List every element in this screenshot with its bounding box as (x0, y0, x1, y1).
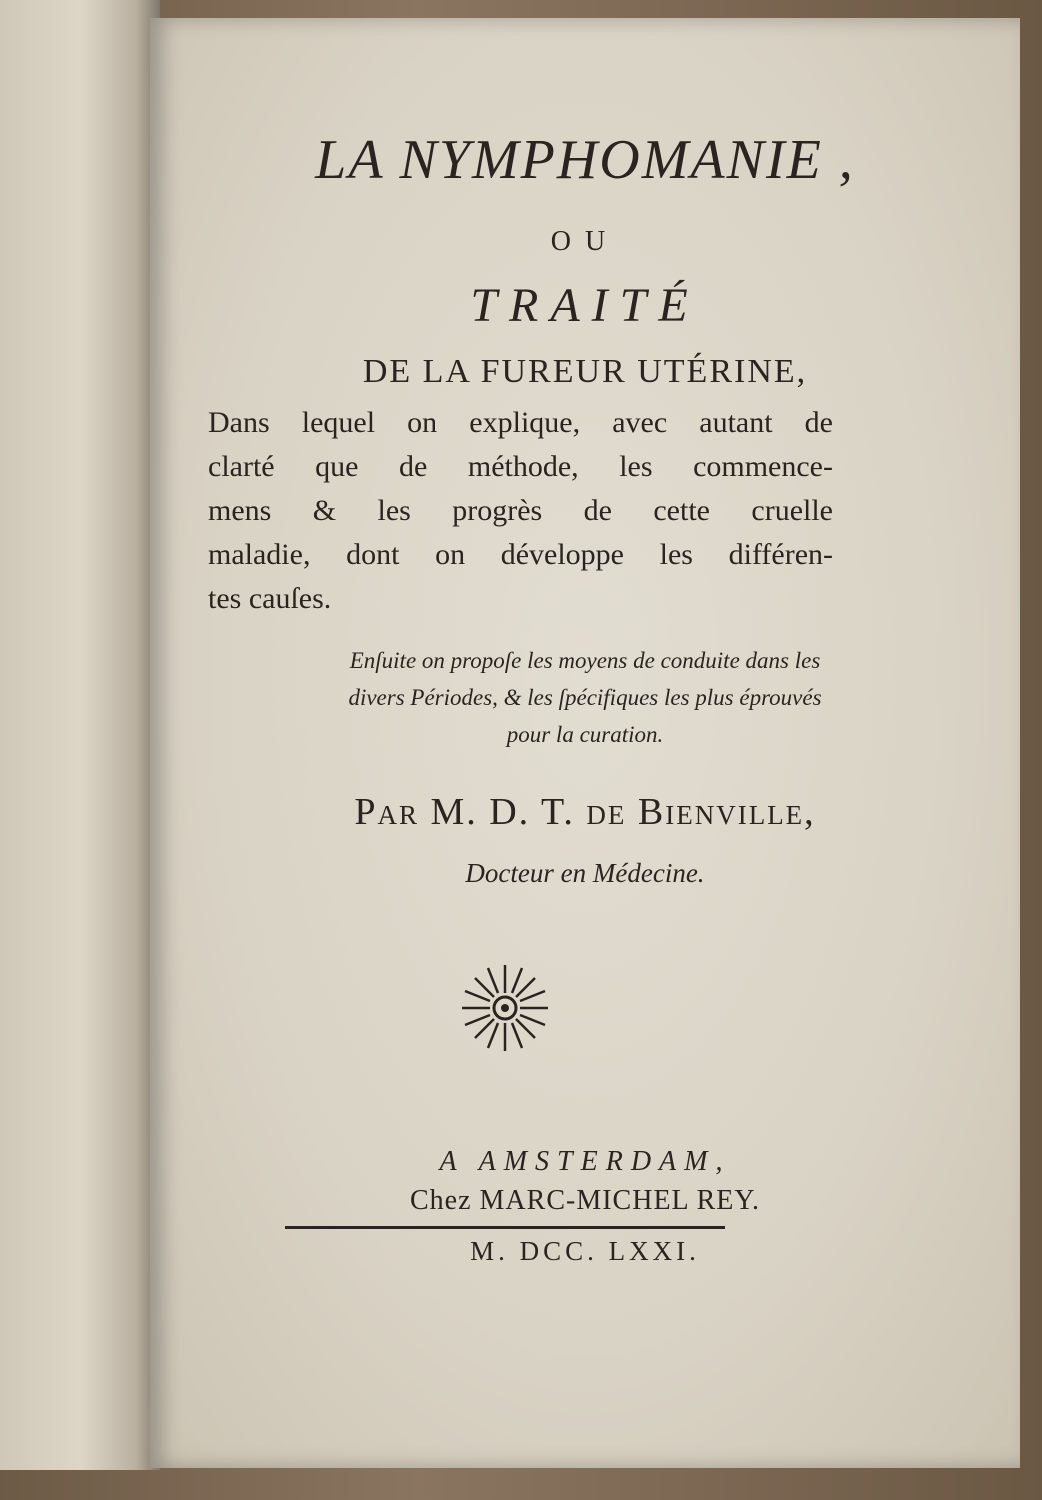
publication-date: M. DCC. LXXI. (470, 1236, 700, 1266)
publisher: Chez MARC-MICHEL REY. (410, 1185, 760, 1216)
description-line: clarté que de méthode, les commence- (208, 450, 833, 483)
divider-rule (285, 1226, 725, 1229)
author-title: Docteur en Médecine. (465, 858, 705, 888)
conjunction: OU (550, 226, 620, 257)
italic-line: pour la curation. (506, 722, 664, 747)
title-page (150, 18, 1020, 1468)
italic-line: Enſuite on propoſe les moyens de conduite dans les (349, 648, 821, 673)
place: A AMSTERDAM, (439, 1146, 731, 1177)
description-line: Dans lequel on explique, avec autant de (208, 406, 833, 439)
description-line: tes cauſes. (208, 582, 332, 615)
description-line: mens & les progrès de cette cruelle (208, 494, 833, 527)
author: Par M. D. T. de Bienville, (354, 791, 816, 833)
subtitle: DE LA FUREUR UTÉRINE, (362, 353, 808, 390)
sun-ornament-icon (460, 963, 550, 1053)
book-title: LA NYMPHOMANIE , (315, 129, 855, 191)
description-line: maladie, dont on développe les différen- (208, 538, 833, 571)
traite-heading: TRAITÉ (470, 279, 700, 332)
italic-line: divers Périodes, & les ſpécifiques les plus éprouvés (348, 685, 822, 710)
left-page (0, 0, 160, 1470)
